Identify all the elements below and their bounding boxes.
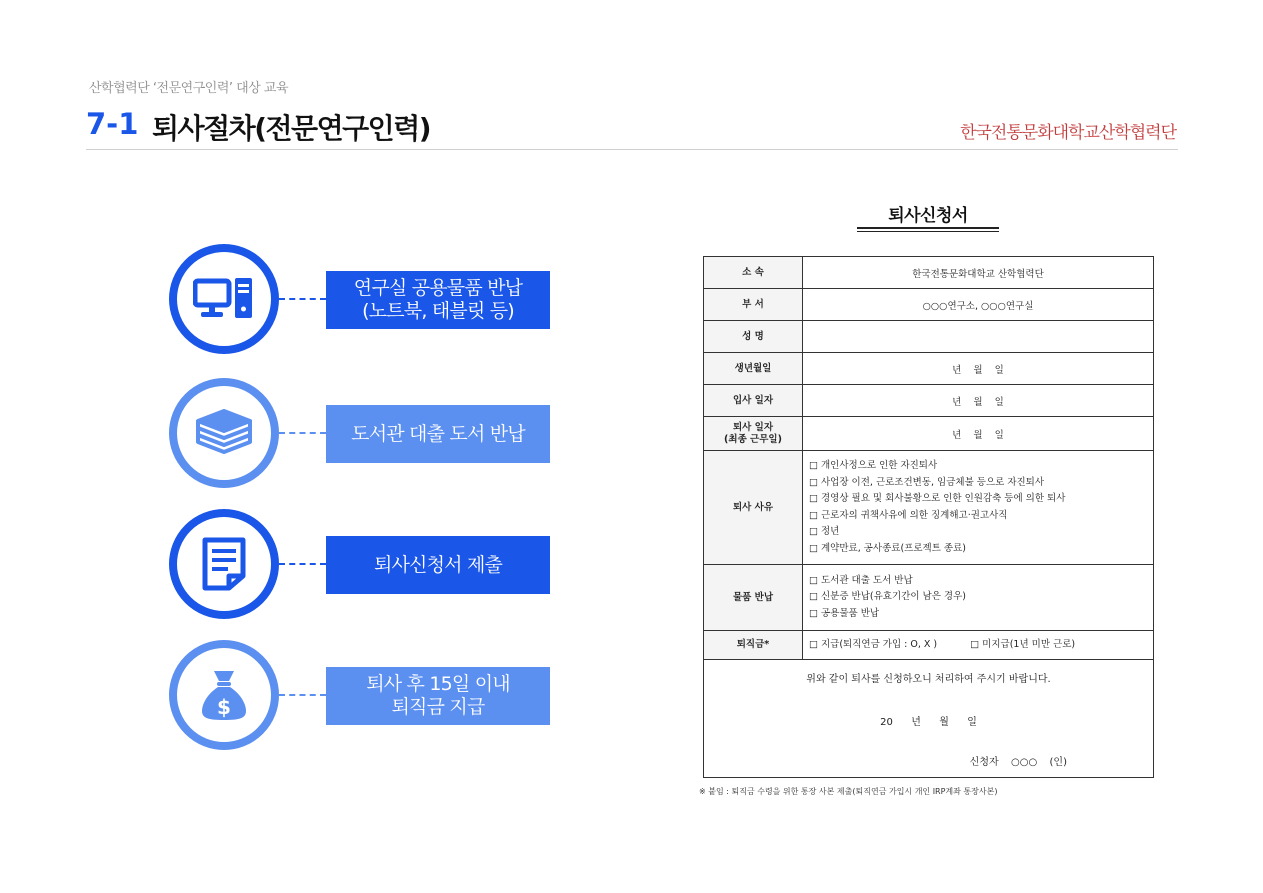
step-label xyxy=(326,536,550,594)
connector-line xyxy=(279,298,326,300)
severance-option: □ 미지급(1년 미만 근로) xyxy=(970,638,1076,650)
step-circle xyxy=(169,640,279,750)
form-row-item-return xyxy=(704,565,1154,631)
request-date: 20 년 월 일 xyxy=(880,717,977,728)
form-row-severance xyxy=(704,631,1154,660)
course-subtitle: 산학협력단 ‘전문연구인력’ 대상 교육 xyxy=(89,81,289,96)
form-value: 년 월 일 xyxy=(803,353,1154,385)
reason-option: □ 개인사정으로 인한 자진퇴사 xyxy=(809,460,938,471)
reason-option: □ 계약만료, 공사종료(프로젝트 종료) xyxy=(809,542,966,554)
form-label: 물품 반납 xyxy=(704,565,803,631)
severance-option: □ 지급(퇴직연금 가입 : O, X ) xyxy=(809,638,938,650)
return-option: □ 도서관 대출 도서 반납 xyxy=(809,574,913,586)
form-label: 성 명 xyxy=(704,321,803,353)
connector-line xyxy=(279,563,326,565)
reason-option: □ 사업장 이전, 근로조건변동, 임금체불 등으로 자진퇴사 xyxy=(809,476,1045,488)
section-number: 7-1 xyxy=(86,107,139,141)
money-bag-icon xyxy=(198,667,250,723)
form-label: 퇴사 일자 (최종 근무일) xyxy=(704,417,803,451)
form-label: 입사 일자 xyxy=(704,385,803,417)
books-icon xyxy=(194,407,254,459)
form-row-name xyxy=(704,321,1154,353)
page-title: 퇴사절차(전문연구인력) xyxy=(152,112,431,145)
connector-line xyxy=(279,432,326,434)
form-value: 한국전통문화대학교 산학협력단 xyxy=(803,257,1154,289)
resignation-form-table xyxy=(703,256,1154,778)
step-circle xyxy=(169,378,279,488)
form-value: 년 월 일 xyxy=(803,385,1154,417)
form-row-join-date xyxy=(704,385,1154,417)
step-label-line: (노트북, 태블릿 등) xyxy=(362,300,514,322)
form-label: 소 속 xyxy=(704,257,803,289)
form-row-birthdate xyxy=(704,353,1154,385)
reason-option: □ 근로자의 귀책사유에 의한 징계해고·권고사직 xyxy=(809,509,1008,521)
step-return-lab-items xyxy=(169,244,550,354)
reason-option: □ 정년 xyxy=(809,526,840,537)
connector-line xyxy=(279,694,326,696)
form-title: 퇴사신청서 xyxy=(888,206,968,226)
form-row-leave-date xyxy=(704,417,1154,451)
step-label-line: 퇴사신청서 제출 xyxy=(373,553,503,576)
step-circle xyxy=(169,509,279,619)
form-row-reason xyxy=(704,451,1154,565)
signature-cell xyxy=(704,660,1154,778)
form-options xyxy=(803,451,1154,565)
form-label: 퇴사 사유 xyxy=(704,451,803,565)
svg-text:$: $ xyxy=(217,695,231,719)
step-label-line: 퇴사 후 15일 이내 xyxy=(366,673,510,695)
step-label xyxy=(326,271,550,329)
computer-icon xyxy=(193,276,255,322)
applicant-signature: 신청자 ○○○ (인) xyxy=(969,757,1067,768)
reason-option: □ 경영상 필요 및 회사불황으로 인한 인원감축 등에 의한 퇴사 xyxy=(809,493,1066,504)
step-return-library-books xyxy=(169,378,550,488)
form-row-affiliation xyxy=(704,257,1154,289)
form-title-underline xyxy=(857,227,999,232)
step-label-line: 도서관 대출 도서 반납 xyxy=(351,422,525,445)
step-label-line: 연구실 공용물품 반납 xyxy=(353,277,523,299)
form-value: 년 월 일 xyxy=(803,417,1154,451)
university-logo: 한국전통문화대학교산학협력단 xyxy=(960,123,1176,143)
form-label: 퇴직금* xyxy=(704,631,803,660)
return-option: □ 공용물품 반납 xyxy=(809,607,880,619)
form-footnote: ※ 붙임 : 퇴직금 수령을 위한 통장 사본 제출(퇴직연금 가입시 개인 IRP계좌 통장사본) xyxy=(699,787,998,796)
form-row-department xyxy=(704,289,1154,321)
form-options xyxy=(803,565,1154,631)
form-options xyxy=(803,631,1154,660)
step-label xyxy=(326,405,550,463)
form-row-signature xyxy=(704,660,1154,778)
header-divider xyxy=(86,149,1178,150)
step-circle xyxy=(169,244,279,354)
request-statement: 위와 같이 퇴사를 신청하오니 처리하여 주시기 바랍니다. xyxy=(806,674,1051,685)
step-label xyxy=(326,667,550,725)
form-label: 생년월일 xyxy=(704,353,803,385)
document-icon xyxy=(201,536,247,592)
form-value xyxy=(803,321,1154,353)
step-submit-resignation xyxy=(169,509,550,619)
return-option: □ 신분증 반납(유효기간이 남은 경우) xyxy=(809,591,966,603)
form-label: 부 서 xyxy=(704,289,803,321)
step-label-line: 퇴직금 지급 xyxy=(391,696,485,718)
step-severance-payment xyxy=(169,640,550,750)
form-value: ○○○연구소, ○○○연구실 xyxy=(803,289,1154,321)
